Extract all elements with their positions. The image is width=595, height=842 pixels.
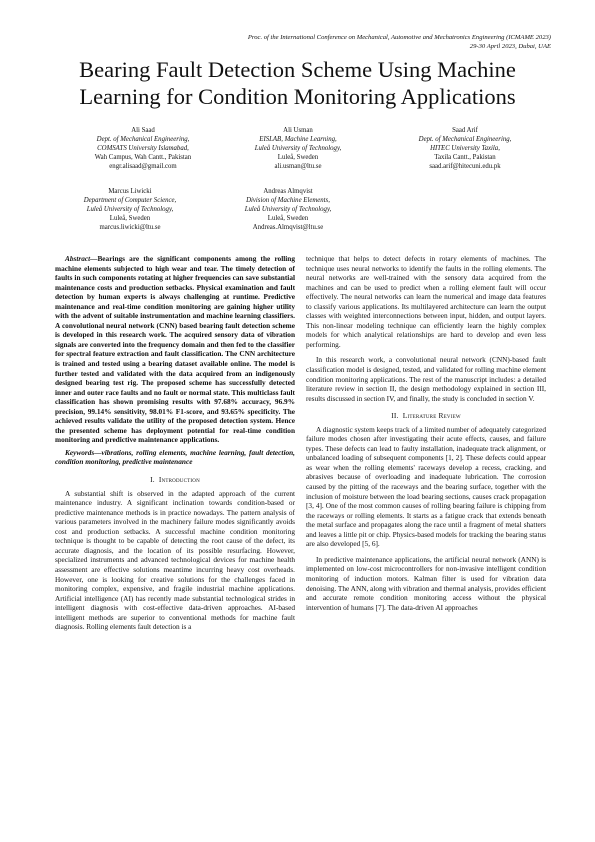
author-email: Andreas.Almqvist@ltu.se (252, 224, 324, 232)
author-email: ali.usman@ltu.se (274, 163, 322, 171)
author-address: Luleå, Sweden (109, 215, 151, 223)
author-block (203, 126, 393, 171)
conference-line-2: 29-30 April 2023, Dubai, UAE (469, 42, 551, 50)
right-column (306, 254, 546, 612)
author-name: Saad Arif (452, 127, 478, 134)
author-email: marcus.liwicki@ltu.se (99, 224, 161, 232)
keywords (55, 448, 295, 467)
author-inst: Luleå University of Technology, (86, 206, 174, 214)
author-address: Taxila Cantt., Pakistan (434, 154, 496, 162)
conference-line-1: Proc. of the International Conference on Mechanical, Automotive and Mechatronics Engineering (ICMAME 2023) (247, 34, 551, 41)
section-number: I. (150, 475, 155, 485)
author-block (370, 126, 560, 171)
author-inst: Luleå University of Technology, (254, 145, 342, 153)
section-title: Introduction (158, 475, 200, 485)
author-inst: HITEC University Taxila, (430, 145, 500, 153)
author-name: Andreas Almqvist (263, 188, 313, 195)
left-column (55, 254, 295, 632)
author-address: Wah Campus, Wah Cantt., Pakistan (94, 154, 192, 162)
title-line-2: Learning for Condition Monitoring Applications (79, 84, 516, 109)
conference-header (131, 34, 551, 51)
author-inst: COMSATS University Islamabad, (97, 145, 189, 153)
section-heading-introduction (55, 475, 295, 485)
author-email: engr.alisaad@gmail.com (109, 163, 177, 171)
author-name: Marcus Liwicki (108, 188, 152, 195)
author-dept: Division of Machine Elements, (246, 197, 330, 205)
author-email: saad.arif@hitecuni.edu.pk (429, 163, 501, 171)
author-inst: Luleå University of Technology, (244, 206, 332, 214)
paragraph: A substantial shift is observed in the adapted approach of the current maintenance industry. A significant inclination towards condition-based or predictive maintenance methods is in practice nowadays. The pattern analysis of various parameters involved in the machinery failure modes significantly avoids cost and production setbacks. A successful machine condition monitoring technique is thought to be capable of detecting the root cause of the defect, its accurate diagnosis, and the location of its possible resurfacing. However, specialized instruments and advanced technological devices for machine health assessment are effective solutions meantime incurring heavy cost overheads. However, one is looking for creative solutions for the challenges faced in monitoring complex, expensive, and fragile industrial machine applications. Artificial intelligence (AI) has recently made substantial technological strides in intelligent diagnosis with cost-effective data-driven approaches. AI-based intelligent methods are superior to conventional methods for machine fault diagnosis. Rolling elements fault detection is a (55, 488, 295, 632)
abstract-text: —Bearings are the significant components among the rolling machine elements subjected to high wear and tear. The timely detection of faults in such components rotating at higher frequencies can save substantial maintenance costs and production setbacks. Physical examination and fault detection by human experts is always challenging at runtime. Predictive maintenance and real-time condition monitoring are gaining higher utility with the advent of suitable instrumentation and machine learning classifiers. A convolutional neural network (CNN) based bearing fault detection scheme is developed in this research work. The acquired sensory data of vibration signals are converted into the frequency domain and then fed to the classifier for spectral feature extraction and fault classification. The CNN architecture is trained and tested using a bearing dataset available online. The model is further tested and validated with the data acquired from an indigenously designed bearing test rig. The proposed scheme has successfully detected inner and outer race faults and no fault or normal state. This multiclass fault classification has shown promising results with 97.68% accuracy, 96.9% precision, 99.14% sensitivity, 98.01% F1-score, and 93.65% specificity. The achieved results validate the utility of the proposed detection system. Hence the presented scheme has deployment potential for real-time condition monitoring and predictive maintenance applications. (55, 254, 295, 445)
paragraph: In this research work, a convolutional neural network (CNN)-based fault classification model is designed, tested, and validated for rolling machine element condition monitoring applications. The rest of the manuscript includes: a detailed literature review in section II, the design methodology explained in section III, results discussed in section IV, and finally, the study is concluded in section V. (306, 355, 546, 403)
section-heading-literature-review (306, 411, 546, 421)
author-dept: Dept. of Mechanical Engineering, (96, 136, 190, 144)
keywords-text: —vibrations, rolling elements, machine learning, fault detection, condition monitoring, predictive maintenance (55, 447, 295, 467)
paper-title (40, 56, 555, 110)
author-address: Luleå, Sweden (277, 154, 319, 162)
paragraph: technique that helps to detect defects in rotary elements of machines. The technique uses neural networks to identify the faults in the rolling elements. The neural networks are well-trained with the sensory data acquired from the machines and can be used to predict when a rolling element fault will occur effectively. The neural networks can learn the numerical and image data features to classify various applications. Its multilayered architecture can learn the output classes with weighted interconnections between input, hidden, and output layers. This non-linear modeling technique can efficiently learn the highly complex models for which analytical relationships are hard to develop and even less performing. (306, 254, 546, 349)
author-block (193, 187, 383, 232)
author-dept: EISLAB, Machine Learning, (259, 136, 337, 144)
abstract (55, 254, 295, 445)
author-address: Luleå, Sweden (267, 215, 309, 223)
section-title: Literature Review (402, 411, 461, 421)
paragraph: In predictive maintenance applications, the artificial neural network (ANN) is implemented on low-cost microcontrollers for non-invasive intelligent condition monitoring of induction motors. Kalman filter is used for vibration data denoising. The ANN, along with vibration and thermal analysis, provides efficient and accurate remote condition monitoring access without the physical intervention of humans [7]. The data-driven AI approaches (306, 554, 546, 612)
author-dept: Department of Computer Science, (83, 197, 177, 205)
paragraph: A diagnostic system keeps track of a limited number of adequately categorized failure modes chosen after investigating their acute effects, causes, and failure types. These defects can lead to faulty installation, inadequate track alignment, or unbalanced loading of subsequent components [1, 2]. These defects could appear as wear when the rolling elements' raceways develop a recess, cracking, and abrasives because of overloading and inadequate lubrication. The corrosion caused by the pitting of the raceways and the bearing surface, together with the inclusion of moisture between the load bearing sections, causes crack propagation [3, 4]. One of the most common causes of rolling bearing failure is chipping from the raceways or rolling elements. It starts as a fatigue crack that extends beneath the metal surface and propagates along the race until a fragment of metal shatters and leaves a little pit or chip. Physics-based models for tracking the bearing status are also developed [5, 6]. (306, 424, 546, 549)
keywords-lead: Keywords (65, 447, 95, 457)
author-name: Ali Saad (131, 127, 155, 134)
title-line-1: Bearing Fault Detection Scheme Using Machine (79, 57, 516, 82)
author-dept: Dept. of Mechanical Engineering, (418, 136, 512, 144)
abstract-lead: Abstract (65, 254, 91, 263)
author-name: Ali Usman (283, 127, 313, 134)
section-number: II. (391, 411, 399, 421)
